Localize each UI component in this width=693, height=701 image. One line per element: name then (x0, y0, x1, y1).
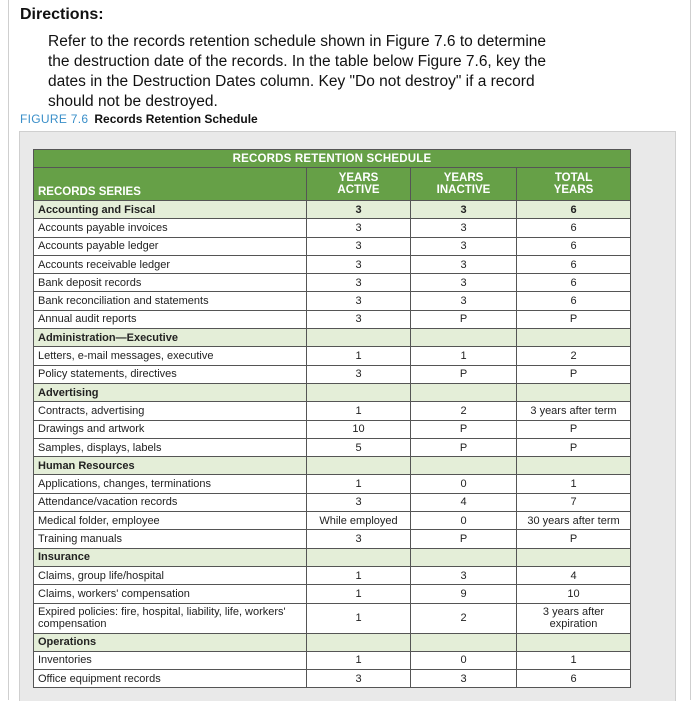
cell-series: Claims, workers' compensation (34, 585, 307, 603)
cell-active: While employed (307, 512, 411, 530)
table-row (34, 651, 631, 669)
cell-active: 3 (307, 670, 411, 688)
cell-total: 6 (517, 237, 631, 255)
cell-inactive: 3 (411, 219, 517, 237)
cell-total: 6 (517, 292, 631, 310)
cell-total (517, 633, 631, 651)
cell-inactive: 3 (411, 292, 517, 310)
table-row (34, 603, 631, 633)
table-body (34, 201, 631, 688)
header-total-years: TOTAL YEARS (517, 168, 631, 201)
category-row (34, 548, 631, 566)
cell-inactive: 3 (411, 237, 517, 255)
cell-series: Letters, e-mail messages, executive (34, 347, 307, 365)
cell-total: 6 (517, 274, 631, 292)
cell-series: Administration—Executive (34, 329, 307, 347)
cell-series: Applications, changes, terminations (34, 475, 307, 493)
cell-total (517, 329, 631, 347)
cell-inactive (411, 329, 517, 347)
cell-total: 3 years after expiration (517, 603, 631, 633)
table-row (34, 402, 631, 420)
cell-series: Accounts payable invoices (34, 219, 307, 237)
cell-inactive (411, 383, 517, 401)
directions-text: Refer to the records retention schedule shown in Figure 7.6 to determine the destruction date of the records. In the table below Figure 7.6, key the dates in the Destruction Dates column. Key "Do not destroy" if a record should not be destroyed. (48, 33, 547, 110)
cell-series: Training manuals (34, 530, 307, 548)
table-row (34, 670, 631, 688)
cell-inactive: 3 (411, 255, 517, 273)
retention-schedule-table (33, 149, 631, 688)
figure-number: FIGURE 7.6 (20, 112, 89, 126)
cell-series: Accounts receivable ledger (34, 255, 307, 273)
cell-total: 4 (517, 566, 631, 584)
cell-series: Bank reconciliation and statements (34, 292, 307, 310)
table-row (34, 438, 631, 456)
cell-total: 6 (517, 670, 631, 688)
cell-total: 1 (517, 475, 631, 493)
table-row (34, 310, 631, 328)
cell-total: 10 (517, 585, 631, 603)
cell-active: 1 (307, 566, 411, 584)
cell-total: P (517, 310, 631, 328)
cell-series: Medical folder, employee (34, 512, 307, 530)
cell-inactive: 4 (411, 493, 517, 511)
cell-series: Bank deposit records (34, 274, 307, 292)
cell-total: 6 (517, 219, 631, 237)
table-row (34, 365, 631, 383)
cell-total: 6 (517, 255, 631, 273)
cell-total (517, 383, 631, 401)
category-row (34, 329, 631, 347)
cell-series: Expired policies: fire, hospital, liability, life, workers' compensation (34, 603, 307, 633)
figure-panel (19, 131, 676, 701)
cell-active (307, 329, 411, 347)
cell-active: 1 (307, 585, 411, 603)
cell-inactive (411, 457, 517, 475)
cell-series: Inventories (34, 651, 307, 669)
cell-active (307, 457, 411, 475)
cell-series: Advertising (34, 383, 307, 401)
table-row (34, 566, 631, 584)
cell-active: 1 (307, 347, 411, 365)
cell-active: 3 (307, 493, 411, 511)
cell-series: Accounting and Fiscal (34, 201, 307, 219)
cell-series: Annual audit reports (34, 310, 307, 328)
cell-inactive (411, 633, 517, 651)
cell-total: P (517, 365, 631, 383)
table-row (34, 274, 631, 292)
cell-active: 1 (307, 475, 411, 493)
cell-inactive: 3 (411, 670, 517, 688)
category-row (34, 383, 631, 401)
cell-inactive: P (411, 530, 517, 548)
cell-series: Policy statements, directives (34, 365, 307, 383)
cell-active: 3 (307, 365, 411, 383)
cell-total: 3 years after term (517, 402, 631, 420)
cell-inactive: 3 (411, 274, 517, 292)
table-row (34, 292, 631, 310)
table-row (34, 219, 631, 237)
cell-active: 3 (307, 219, 411, 237)
cell-active: 3 (307, 310, 411, 328)
cell-inactive: 9 (411, 585, 517, 603)
header-years-active: YEARS ACTIVE (307, 168, 411, 201)
cell-total: P (517, 438, 631, 456)
table-row (34, 347, 631, 365)
figure-title: Records Retention Schedule (94, 112, 258, 126)
cell-series: Human Resources (34, 457, 307, 475)
header-years-inactive: YEARS INACTIVE (411, 168, 517, 201)
cell-active: 1 (307, 651, 411, 669)
cell-active: 3 (307, 274, 411, 292)
category-row (34, 457, 631, 475)
table-row (34, 475, 631, 493)
cell-active (307, 633, 411, 651)
cell-total: 6 (517, 201, 631, 219)
cell-inactive: P (411, 438, 517, 456)
cell-active: 1 (307, 402, 411, 420)
category-row (34, 201, 631, 219)
cell-active: 3 (307, 530, 411, 548)
cell-series: Operations (34, 633, 307, 651)
table-row (34, 420, 631, 438)
table-row (34, 493, 631, 511)
cell-total: 7 (517, 493, 631, 511)
cell-inactive: 2 (411, 402, 517, 420)
cell-active (307, 383, 411, 401)
cell-total (517, 548, 631, 566)
category-row (34, 633, 631, 651)
table-title: RECORDS RETENTION SCHEDULE (34, 150, 631, 168)
header-records-series: RECORDS SERIES (34, 168, 307, 201)
directions-heading: Directions: (20, 6, 104, 23)
cell-series: Accounts payable ledger (34, 237, 307, 255)
cell-total: 30 years after term (517, 512, 631, 530)
table-row (34, 237, 631, 255)
cell-inactive: 3 (411, 566, 517, 584)
table-row (34, 530, 631, 548)
cell-active (307, 548, 411, 566)
cell-active: 1 (307, 603, 411, 633)
cell-inactive: 0 (411, 651, 517, 669)
cell-total: P (517, 530, 631, 548)
cell-active: 3 (307, 237, 411, 255)
cell-series: Attendance/vacation records (34, 493, 307, 511)
table-row (34, 585, 631, 603)
cell-series: Office equipment records (34, 670, 307, 688)
cell-active: 3 (307, 292, 411, 310)
table-row (34, 512, 631, 530)
cell-inactive (411, 548, 517, 566)
cell-active: 3 (307, 201, 411, 219)
cell-total: 1 (517, 651, 631, 669)
cell-inactive: P (411, 310, 517, 328)
table-row (34, 255, 631, 273)
figure-caption (20, 112, 258, 126)
cell-active: 10 (307, 420, 411, 438)
cell-series: Samples, displays, labels (34, 438, 307, 456)
cell-inactive: 0 (411, 475, 517, 493)
cell-active: 3 (307, 255, 411, 273)
cell-inactive: 2 (411, 603, 517, 633)
cell-series: Claims, group life/hospital (34, 566, 307, 584)
cell-inactive: 1 (411, 347, 517, 365)
cell-series: Contracts, advertising (34, 402, 307, 420)
cell-series: Insurance (34, 548, 307, 566)
cell-series: Drawings and artwork (34, 420, 307, 438)
cell-inactive: 0 (411, 512, 517, 530)
cell-inactive: 3 (411, 201, 517, 219)
cell-total: P (517, 420, 631, 438)
cell-active: 5 (307, 438, 411, 456)
cell-inactive: P (411, 420, 517, 438)
cell-inactive: P (411, 365, 517, 383)
cell-total: 2 (517, 347, 631, 365)
cell-total (517, 457, 631, 475)
